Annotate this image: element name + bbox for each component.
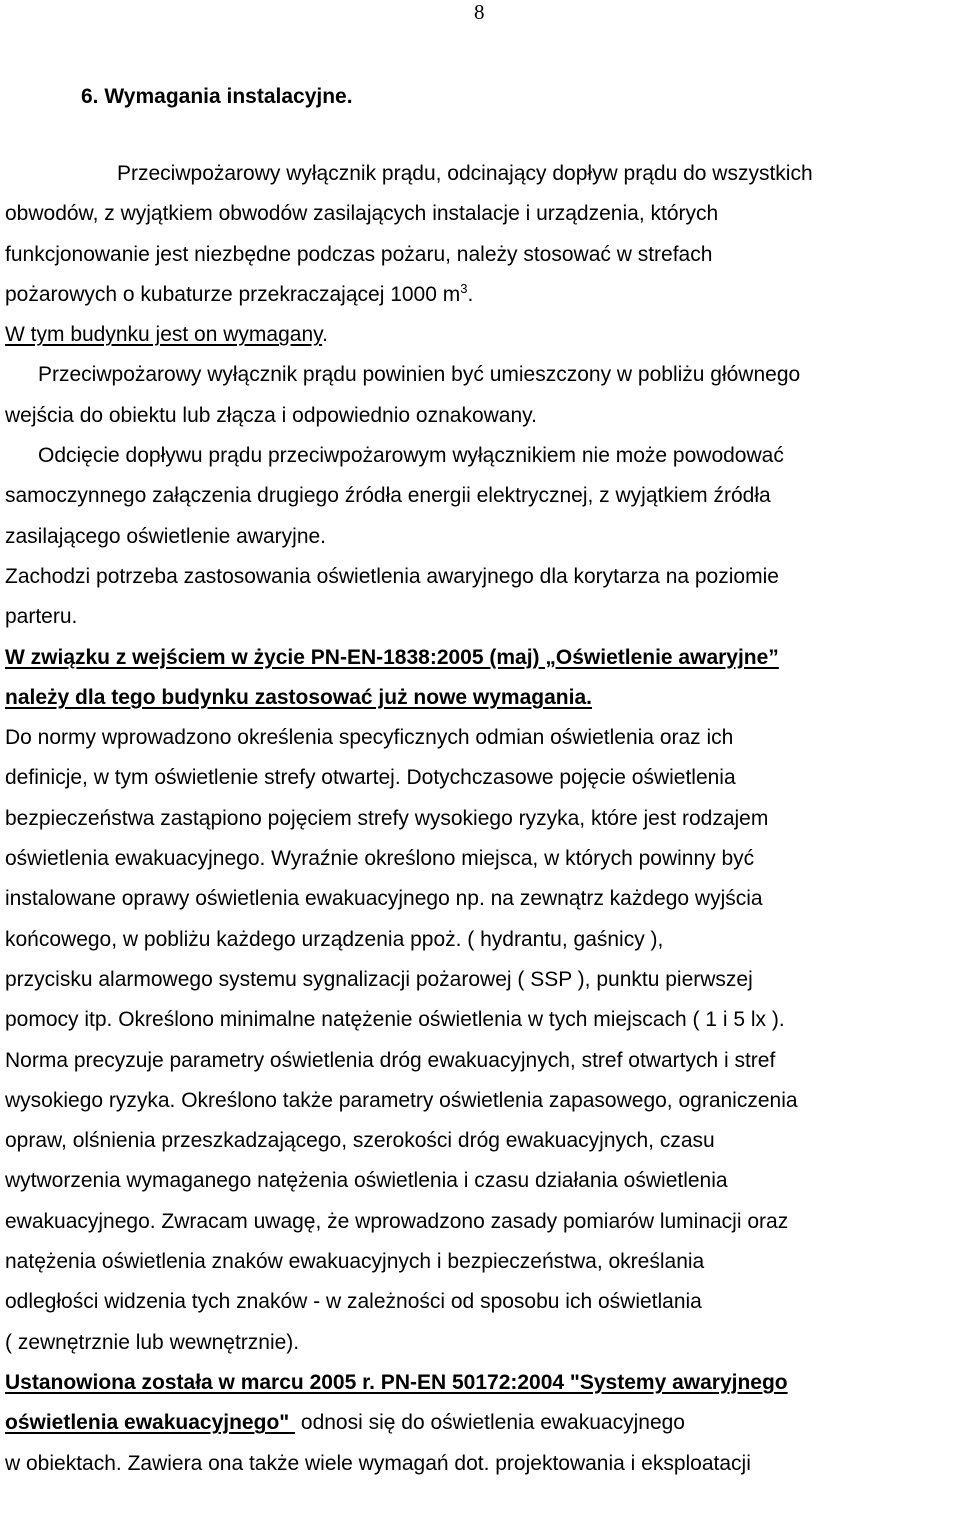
bold-underlined-text: należy dla tego budynku zastosować już nowe wymagania. xyxy=(5,685,592,709)
text-line: wytworzenia wymaganego natężenia oświetlenia i czasu działania oświetlenia xyxy=(5,1169,728,1193)
bold-underlined-text: oświetlenia ewakuacyjnego" xyxy=(5,1411,296,1435)
text-line xyxy=(5,315,960,355)
text-fragment: . xyxy=(467,282,474,306)
text-line: oświetlenia ewakuacyjnego. Wyraźnie określono miejsca, w których powinny być xyxy=(5,847,755,871)
text-line: końcowego, w pobliżu każdego urządzenia ppoż. ( hydrantu, gaśnicy ), xyxy=(5,927,664,951)
document-body xyxy=(5,154,960,1484)
text-line xyxy=(5,1403,960,1443)
text-line: opraw, olśnienia przeszkadzającego, szerokości dróg ewakuacyjnych, czasu xyxy=(5,1129,715,1153)
text-line: Przeciwpożarowy wyłącznik prądu powinien być umieszczony w pobliżu głównego xyxy=(38,363,801,387)
text-line: Norma precyzuje parametry oświetlenia dróg ewakuacyjnych, stref otwartych i stref xyxy=(5,1048,776,1072)
text-line: Do normy wprowadzono określenia specyficznych odmian oświetlenia oraz ich xyxy=(5,726,734,750)
text-line: Odcięcie dopływu prądu przeciwpożarowym wyłącznikiem nie może powodować xyxy=(38,444,784,468)
paragraph-standard-notice xyxy=(5,638,960,719)
text-line: zasilającego oświetlenie awaryjne. xyxy=(5,524,327,548)
text-line: wejścia do obiektu lub złącza i odpowiednio oznakowany. xyxy=(5,403,537,427)
paragraph-fire-switch-requirement xyxy=(5,154,960,355)
text-line xyxy=(5,638,960,678)
text-line: ( zewnętrznie lub wewnętrznie). xyxy=(5,1330,300,1354)
paragraph-switch-location xyxy=(5,355,960,436)
text-line: parteru. xyxy=(5,605,78,629)
text-line: samoczynnego załączenia drugiego źródła energii elektrycznej, z wyjątkiem źródła xyxy=(5,484,771,508)
section-heading: 6. Wymagania instalacyjne. xyxy=(81,85,353,108)
underlined-statement: W tym budynku jest on wymagany xyxy=(5,323,323,347)
text-fragment: pożarowych o kubaturze przekraczającej 1000 m xyxy=(5,282,461,306)
text-line: instalowane oprawy oświetlenia ewakuacyjnego np. na zewnątrz każdego wyjścia xyxy=(5,887,763,911)
text-line: Przeciwpożarowy wyłącznik prądu, odcinający dopływ prądu do wszystkich xyxy=(117,162,813,185)
text-line xyxy=(5,1363,960,1403)
text-line: ewakuacyjnego. Zwracam uwagę, że wprowadzono zasady pomiarów luminacji oraz xyxy=(5,1209,789,1233)
text-line: natężenia oświetlenia znaków ewakuacyjnych i bezpieczeństwa, określania xyxy=(5,1250,705,1274)
text-line: przycisku alarmowego systemu sygnalizacji pożarowej ( SSP ), punktu pierwszej xyxy=(5,967,753,991)
text-fragment: odnosi się do oświetlenia ewakuacyjnego xyxy=(295,1411,685,1435)
text-line xyxy=(5,275,960,315)
paragraph-en50172 xyxy=(5,1363,960,1484)
bold-underlined-text: W związku z wejściem w życie PN-EN-1838:2005 (maj) „Oświetlenie awaryjne” xyxy=(5,645,779,669)
paragraph-power-cutoff xyxy=(5,436,960,557)
text-line: obwodów, z wyjątkiem obwodów zasilających instalacje i urządzenia, których xyxy=(5,202,719,226)
paragraph-emergency-lighting-need xyxy=(5,557,960,638)
text-line: definicje, w tym oświetlenie strefy otwartej. Dotychczasowe pojęcie oświetlenia xyxy=(5,766,736,790)
text-line: odległości widzenia tych znaków - w zależności od sposobu ich oświetlania xyxy=(5,1290,702,1314)
page-number: 8 xyxy=(474,0,485,24)
text-line xyxy=(5,678,960,718)
text-line: pomocy itp. Określono minimalne natężenie oświetlenia w tych miejscach ( 1 i 5 lx ). xyxy=(5,1008,785,1032)
paragraph-standard-details xyxy=(5,718,960,1363)
text-line: bezpieczeństwa zastąpiono pojęciem strefy wysokiego ryzyka, które jest rodzajem xyxy=(5,806,769,830)
text-line: wysokiego ryzyka. Określono także parametry oświetlenia zapasowego, ograniczenia xyxy=(5,1088,798,1112)
text-fragment: . xyxy=(322,323,328,347)
bold-underlined-text: Ustanowiona została w marcu 2005 r. PN-EN 50172:2004 "Systemy awaryjnego xyxy=(5,1370,788,1394)
text-line: Zachodzi potrzeba zastosowania oświetlenia awaryjnego dla korytarza na poziomie xyxy=(5,564,779,588)
text-line: funkcjonowanie jest niezbędne podczas pożaru, należy stosować w strefach xyxy=(5,242,713,266)
superscript: 3 xyxy=(460,280,468,296)
text-line: w obiektach. Zawiera ona także wiele wymagań dot. projektowania i eksploatacji xyxy=(5,1451,751,1475)
